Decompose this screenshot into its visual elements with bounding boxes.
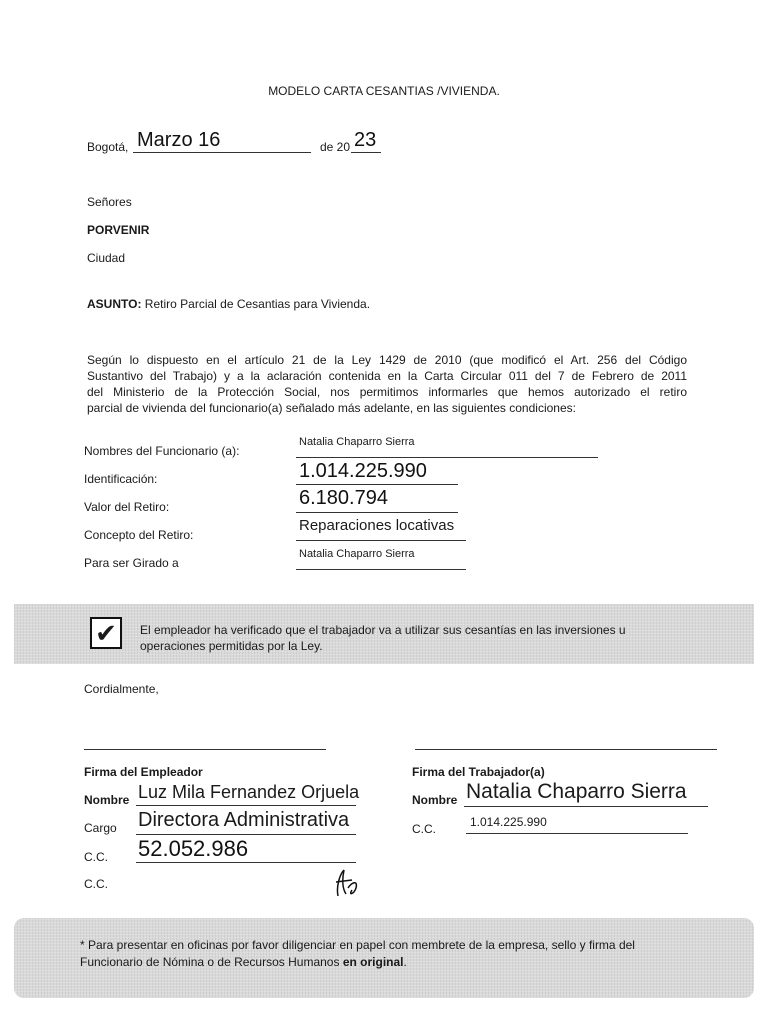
worker-cc-underline — [466, 833, 688, 834]
body-line: Según lo dispuesto en el artículo 21 de la Ley 1429 de 2010 (que modificó el Art. 256 del Código — [87, 353, 687, 367]
worker-nombre-value: Natalia Chaparro Sierra — [466, 780, 687, 803]
recipient-company: PORVENIR — [87, 223, 150, 237]
employer-cc-label: C.C. — [84, 850, 108, 864]
worker-cc-value: 1.014.225.990 — [470, 815, 547, 829]
year-underline — [351, 152, 381, 153]
employer-cc-value: 52.052.986 — [138, 836, 249, 861]
field-value-girado: Natalia Chaparro Sierra — [299, 548, 415, 560]
date-underline — [133, 152, 311, 153]
subject-line — [87, 297, 370, 311]
body-paragraph — [87, 352, 687, 416]
field-label-girado: Para ser Girado a — [84, 556, 179, 570]
body-line: parcial de vivienda del funcionario(a) señalado más adelante, en las siguientes condiciones: — [87, 401, 576, 415]
date-city-label: Bogotá, — [87, 140, 129, 154]
field-value-nombres: Natalia Chaparro Sierra — [299, 436, 415, 448]
field-underline-identificacion — [296, 484, 458, 485]
verification-line: operaciones permitidas por la Ley. — [140, 639, 323, 653]
employer-signature-line[interactable] — [84, 749, 326, 750]
worker-nombre-label: Nombre — [412, 793, 458, 807]
field-value-identificacion: 1.014.225.990 — [299, 460, 427, 482]
employer-cargo-underline — [136, 834, 356, 835]
field-underline-nombres — [296, 457, 598, 458]
subject-text: Retiro Parcial de Cesantias para Vivienda. — [144, 297, 371, 311]
salutation: Señores — [87, 195, 132, 209]
employer-heading: Firma del Empleador — [84, 765, 203, 779]
worker-heading: Firma del Trabajador(a) — [412, 765, 545, 779]
employer-nombre-value: Luz Mila Fernandez Orjuela — [138, 782, 360, 802]
field-label-concepto: Concepto del Retiro: — [84, 528, 194, 542]
field-underline-valor — [296, 512, 458, 513]
field-value-concepto: Reparaciones locativas — [299, 517, 455, 534]
check-mark-icon: ✔ — [95, 618, 117, 648]
field-label-nombres: Nombres del Funcionario (a): — [84, 444, 240, 458]
field-value-valor: 6.180.794 — [299, 487, 388, 509]
verification-checkbox[interactable] — [90, 617, 122, 649]
field-underline-concepto — [296, 540, 466, 541]
date-year-prefix: de 20 — [320, 140, 351, 154]
footer-note-line — [80, 954, 635, 971]
verification-line: El empleador ha verificado que el trabajador va a utilizar sus cesantías en las inversiones u — [140, 623, 626, 637]
field-label-valor: Valor del Retiro: — [84, 500, 170, 514]
initials-signature-icon — [330, 866, 364, 902]
employer-cargo-value: Directora Administrativa — [138, 809, 350, 831]
field-underline-girado — [296, 569, 466, 570]
worker-cc-label: C.C. — [412, 822, 436, 836]
body-line: del Ministerio de la Protección Social, nos permitimos informarles que hemos autorizado el retiro — [87, 385, 687, 399]
date-month-day: Marzo 16 — [137, 129, 221, 151]
employer-nombre-underline — [136, 805, 356, 806]
employer-cargo-label: Cargo — [84, 821, 117, 835]
footer-note-text: Funcionario de Nómina o de Recursos Humanos — [80, 955, 343, 969]
footer-note-period: . — [403, 955, 407, 969]
body-line: Sustantivo del Trabajo) y a la aclaración contenida en la Carta Circular 011 del 7 de Febrero de 2011 — [87, 369, 687, 383]
subject-label: ASUNTO: — [87, 297, 142, 311]
employer-nombre-label: Nombre — [84, 793, 130, 807]
closing: Cordialmente, — [84, 682, 159, 696]
date-year-suffix: 23 — [354, 129, 377, 151]
worker-signature-line[interactable] — [415, 749, 717, 750]
document-title: MODELO CARTA CESANTIAS /VIVIENDA. — [268, 84, 500, 98]
employer-cc-underline — [136, 862, 356, 863]
footer-note — [80, 937, 635, 971]
employer-cc2-label: C.C. — [84, 877, 108, 891]
worker-nombre-underline — [464, 806, 708, 807]
footer-note-line: * Para presentar en oficinas por favor diligenciar en papel con membrete de la empresa, sello y firma del — [80, 938, 635, 952]
recipient-city: Ciudad — [87, 251, 126, 265]
footer-note-emphasis: en original — [342, 955, 404, 969]
verification-text — [140, 622, 626, 654]
field-label-identificacion: Identificación: — [84, 472, 158, 486]
